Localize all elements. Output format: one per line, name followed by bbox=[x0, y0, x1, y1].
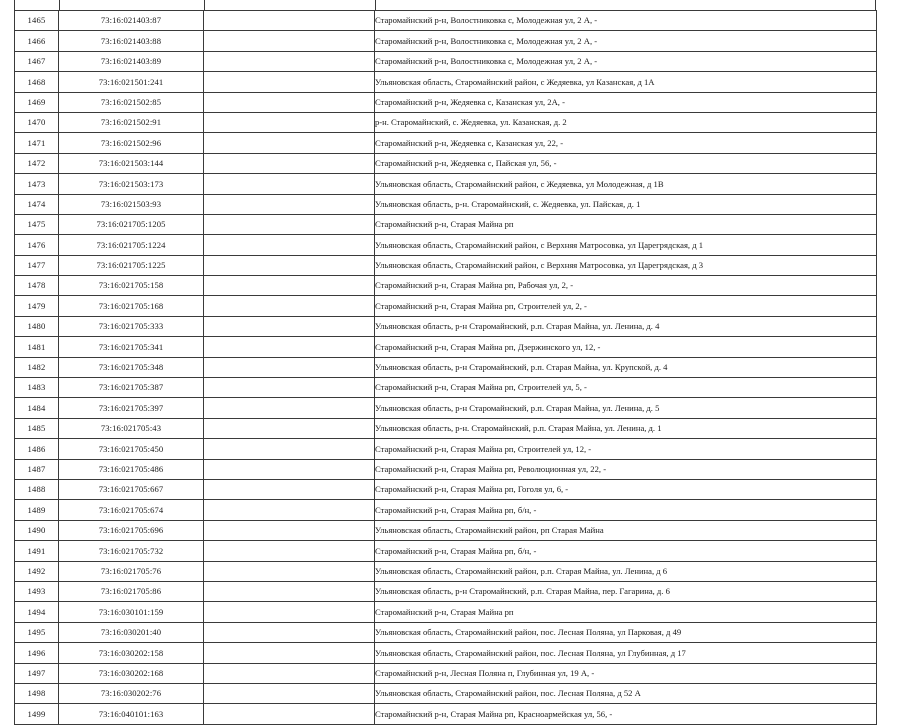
empty-cell bbox=[204, 296, 375, 316]
empty-cell bbox=[204, 541, 375, 561]
registry-table-body bbox=[15, 11, 877, 725]
table-row bbox=[15, 704, 877, 724]
empty-cell bbox=[204, 704, 375, 724]
table-row bbox=[15, 418, 877, 438]
table-row bbox=[15, 194, 877, 214]
row-number-cell: 1489 bbox=[15, 500, 59, 520]
row-number-cell: 1484 bbox=[15, 398, 59, 418]
cadastral-number-cell: 73:16:021705:86 bbox=[59, 581, 204, 601]
cadastral-number-cell: 73:16:040101:163 bbox=[59, 704, 204, 724]
address-cell: Старомайнский р-н, Старая Майна рп bbox=[375, 602, 877, 622]
empty-cell bbox=[204, 112, 375, 132]
empty-cell bbox=[204, 214, 375, 234]
empty-cell bbox=[204, 72, 375, 92]
table-row bbox=[15, 235, 877, 255]
row-number-cell: 1468 bbox=[15, 72, 59, 92]
row-number-cell: 1474 bbox=[15, 194, 59, 214]
address-cell: Старомайнский р-н, Старая Майна рп, Дзержинского ул, 12, - bbox=[375, 337, 877, 357]
document-page bbox=[14, 10, 876, 725]
row-number-cell: 1493 bbox=[15, 581, 59, 601]
cadastral-number-cell: 73:16:021503:93 bbox=[59, 194, 204, 214]
address-cell: Ульяновская область, Старомайнский район, с Жедяевка, ул Казанская, д 1А bbox=[375, 72, 877, 92]
address-cell: р-н. Старомайнский, с. Жедяевка, ул. Казанская, д. 2 bbox=[375, 112, 877, 132]
empty-cell bbox=[204, 500, 375, 520]
row-number-cell: 1477 bbox=[15, 255, 59, 275]
address-cell: Старомайнский р-н, Старая Майна рп, Гоголя ул, 6, - bbox=[375, 479, 877, 499]
column-divider bbox=[204, 0, 205, 10]
address-cell: Старомайнский р-н, Волостниковка с, Молодежная ул, 2 А, - bbox=[375, 11, 877, 31]
table-row bbox=[15, 500, 877, 520]
row-number-cell: 1480 bbox=[15, 316, 59, 336]
empty-cell bbox=[204, 439, 375, 459]
empty-cell bbox=[204, 11, 375, 31]
table-row bbox=[15, 112, 877, 132]
table-row bbox=[15, 316, 877, 336]
table-row bbox=[15, 31, 877, 51]
row-number-cell: 1486 bbox=[15, 439, 59, 459]
address-cell: Ульяновская область, Старомайнский район, пос. Лесная Поляна, ул Парковая, д 49 bbox=[375, 622, 877, 642]
cadastral-number-cell: 73:16:021705:168 bbox=[59, 296, 204, 316]
cadastral-number-cell: 73:16:021503:173 bbox=[59, 174, 204, 194]
empty-cell bbox=[204, 31, 375, 51]
address-cell: Старомайнский р-н, Жедяевка с, Казанская ул, 22, - bbox=[375, 133, 877, 153]
address-cell: Старомайнский р-н, Жедяевка с, Пайская ул, 56, - bbox=[375, 153, 877, 173]
cadastral-number-cell: 73:16:021705:1225 bbox=[59, 255, 204, 275]
row-number-cell: 1473 bbox=[15, 174, 59, 194]
address-cell: Ульяновская область, р-н Старомайнский, р.п. Старая Майна, пер. Гагарина, д. 6 bbox=[375, 581, 877, 601]
empty-cell bbox=[204, 683, 375, 703]
empty-cell bbox=[204, 337, 375, 357]
cadastral-number-cell: 73:16:021705:696 bbox=[59, 520, 204, 540]
address-cell: Старомайнский р-н, Старая Майна рп, Красноармейская ул, 56, - bbox=[375, 704, 877, 724]
row-number-cell: 1488 bbox=[15, 479, 59, 499]
address-cell: Ульяновская область, р-н Старомайнский, р.п. Старая Майна, ул. Крупской, д. 4 bbox=[375, 357, 877, 377]
table-row bbox=[15, 214, 877, 234]
cadastral-number-cell: 73:16:021705:450 bbox=[59, 439, 204, 459]
cadastral-number-cell: 73:16:021501:241 bbox=[59, 72, 204, 92]
empty-cell bbox=[204, 92, 375, 112]
cadastral-number-cell: 73:16:021705:1205 bbox=[59, 214, 204, 234]
row-number-cell: 1483 bbox=[15, 378, 59, 398]
cadastral-number-cell: 73:16:021403:87 bbox=[59, 11, 204, 31]
row-number-cell: 1481 bbox=[15, 337, 59, 357]
address-cell: Ульяновская область, р-н Старомайнский, р.п. Старая Майна, ул. Ленина, д. 4 bbox=[375, 316, 877, 336]
table-row bbox=[15, 133, 877, 153]
cadastral-number-cell: 73:16:021705:674 bbox=[59, 500, 204, 520]
empty-cell bbox=[204, 561, 375, 581]
cadastral-number-cell: 73:16:021705:667 bbox=[59, 479, 204, 499]
address-cell: Старомайнский р-н, Старая Майна рп, Строителей ул, 2, - bbox=[375, 296, 877, 316]
cadastral-number-cell: 73:16:021502:85 bbox=[59, 92, 204, 112]
address-cell: Старомайнский р-н, Волостниковка с, Молодежная ул, 2 А, - bbox=[375, 51, 877, 71]
address-cell: Старомайнский р-н, Старая Майна рп, Строителей ул, 12, - bbox=[375, 439, 877, 459]
address-cell: Старомайнский р-н, Старая Майна рп, Революционная ул, 22, - bbox=[375, 459, 877, 479]
empty-cell bbox=[204, 520, 375, 540]
row-number-cell: 1466 bbox=[15, 31, 59, 51]
empty-cell bbox=[204, 663, 375, 683]
cadastral-number-cell: 73:16:030202:76 bbox=[59, 683, 204, 703]
row-number-cell: 1496 bbox=[15, 643, 59, 663]
table-row bbox=[15, 174, 877, 194]
cadastral-number-cell: 73:16:021705:341 bbox=[59, 337, 204, 357]
address-cell: Ульяновская область, Старомайнский район, р.п. Старая Майна, ул. Ленина, д 6 bbox=[375, 561, 877, 581]
empty-cell bbox=[204, 255, 375, 275]
row-number-cell: 1465 bbox=[15, 11, 59, 31]
row-number-cell: 1485 bbox=[15, 418, 59, 438]
table-row bbox=[15, 72, 877, 92]
cadastral-number-cell: 73:16:021705:387 bbox=[59, 378, 204, 398]
table-row bbox=[15, 51, 877, 71]
cadastral-number-cell: 73:16:021502:96 bbox=[59, 133, 204, 153]
table-row bbox=[15, 459, 877, 479]
empty-cell bbox=[204, 378, 375, 398]
address-cell: Ульяновская область, Старомайнский район, с Верхняя Матросовка, ул Царегрядская, д 1 bbox=[375, 235, 877, 255]
address-cell: Ульяновская область, Старомайнский район, с Верхняя Матросовка, ул Царегрядская, д 3 bbox=[375, 255, 877, 275]
row-number-cell: 1479 bbox=[15, 296, 59, 316]
cadastral-number-cell: 73:16:021403:88 bbox=[59, 31, 204, 51]
row-number-cell: 1494 bbox=[15, 602, 59, 622]
table-row bbox=[15, 479, 877, 499]
table-row bbox=[15, 541, 877, 561]
empty-cell bbox=[204, 133, 375, 153]
empty-cell bbox=[204, 276, 375, 296]
cadastral-number-cell: 73:16:021503:144 bbox=[59, 153, 204, 173]
address-cell: Старомайнский р-н, Старая Майна рп, б/н, - bbox=[375, 541, 877, 561]
address-cell: Старомайнский р-н, Старая Майна рп bbox=[375, 214, 877, 234]
table-row bbox=[15, 378, 877, 398]
empty-cell bbox=[204, 602, 375, 622]
cadastral-number-cell: 73:16:021705:158 bbox=[59, 276, 204, 296]
cadastral-number-cell: 73:16:030202:158 bbox=[59, 643, 204, 663]
address-cell: Ульяновская область, Старомайнский район, рп Старая Майна bbox=[375, 520, 877, 540]
table-row bbox=[15, 398, 877, 418]
row-number-cell: 1476 bbox=[15, 235, 59, 255]
empty-cell bbox=[204, 643, 375, 663]
row-number-cell: 1495 bbox=[15, 622, 59, 642]
cadastral-number-cell: 73:16:030202:168 bbox=[59, 663, 204, 683]
table-row bbox=[15, 153, 877, 173]
row-number-cell: 1471 bbox=[15, 133, 59, 153]
table-row bbox=[15, 581, 877, 601]
row-number-cell: 1467 bbox=[15, 51, 59, 71]
table-row bbox=[15, 92, 877, 112]
table-row bbox=[15, 255, 877, 275]
cadastral-number-cell: 73:16:021705:333 bbox=[59, 316, 204, 336]
empty-cell bbox=[204, 51, 375, 71]
empty-cell bbox=[204, 459, 375, 479]
row-number-cell: 1478 bbox=[15, 276, 59, 296]
cadastral-number-cell: 73:16:030201:40 bbox=[59, 622, 204, 642]
cadastral-number-cell: 73:16:021705:1224 bbox=[59, 235, 204, 255]
row-number-cell: 1497 bbox=[15, 663, 59, 683]
empty-cell bbox=[204, 357, 375, 377]
cadastral-number-cell: 73:16:021705:397 bbox=[59, 398, 204, 418]
row-number-cell: 1472 bbox=[15, 153, 59, 173]
cadastral-number-cell: 73:16:021705:348 bbox=[59, 357, 204, 377]
address-cell: Ульяновская область, Старомайнский район, с Жедяевка, ул Молодежная, д 1В bbox=[375, 174, 877, 194]
address-cell: Ульяновская область, р-н Старомайнский, р.п. Старая Майна, ул. Ленина, д. 5 bbox=[375, 398, 877, 418]
address-cell: Старомайнский р-н, Жедяевка с, Казанская ул, 2А, - bbox=[375, 92, 877, 112]
empty-cell bbox=[204, 581, 375, 601]
address-cell: Старомайнский р-н, Лесная Поляна п, Глубинная ул, 19 А, - bbox=[375, 663, 877, 683]
address-cell: Ульяновская область, Старомайнский район, пос. Лесная Поляна, ул Глубинная, д 17 bbox=[375, 643, 877, 663]
table-row bbox=[15, 683, 877, 703]
table-row bbox=[15, 643, 877, 663]
empty-cell bbox=[204, 479, 375, 499]
row-number-cell: 1475 bbox=[15, 214, 59, 234]
address-cell: Ульяновская область, Старомайнский район, пос. Лесная Поляна, д 52 А bbox=[375, 683, 877, 703]
cadastral-number-cell: 73:16:021502:91 bbox=[59, 112, 204, 132]
table-row bbox=[15, 337, 877, 357]
address-cell: Ульяновская область, р-н. Старомайнский, р.п. Старая Майна, ул. Ленина, д. 1 bbox=[375, 418, 877, 438]
table-row bbox=[15, 357, 877, 377]
empty-cell bbox=[204, 418, 375, 438]
row-number-cell: 1490 bbox=[15, 520, 59, 540]
empty-cell bbox=[204, 194, 375, 214]
empty-cell bbox=[204, 316, 375, 336]
table-row bbox=[15, 11, 877, 31]
row-number-cell: 1469 bbox=[15, 92, 59, 112]
table-row bbox=[15, 520, 877, 540]
column-divider bbox=[59, 0, 60, 10]
empty-cell bbox=[204, 398, 375, 418]
row-number-cell: 1499 bbox=[15, 704, 59, 724]
address-cell: Старомайнский р-н, Старая Майна рп, Строителей ул, 5, - bbox=[375, 378, 877, 398]
table-row bbox=[15, 296, 877, 316]
address-cell: Старомайнский р-н, Старая Майна рп, Рабочая ул, 2, - bbox=[375, 276, 877, 296]
table-row bbox=[15, 663, 877, 683]
address-cell: Ульяновская область, р-н. Старомайнский, с. Жедяевка, ул. Пайская, д. 1 bbox=[375, 194, 877, 214]
cadastral-number-cell: 73:16:021403:89 bbox=[59, 51, 204, 71]
row-number-cell: 1482 bbox=[15, 357, 59, 377]
row-number-cell: 1491 bbox=[15, 541, 59, 561]
cadastral-number-cell: 73:16:021705:76 bbox=[59, 561, 204, 581]
row-number-cell: 1498 bbox=[15, 683, 59, 703]
column-divider bbox=[375, 0, 376, 10]
empty-cell bbox=[204, 153, 375, 173]
cadastral-number-cell: 73:16:021705:43 bbox=[59, 418, 204, 438]
table-row bbox=[15, 276, 877, 296]
cadastral-number-cell: 73:16:021705:732 bbox=[59, 541, 204, 561]
cadastral-number-cell: 73:16:030101:159 bbox=[59, 602, 204, 622]
empty-cell bbox=[204, 235, 375, 255]
row-number-cell: 1487 bbox=[15, 459, 59, 479]
table-row bbox=[15, 439, 877, 459]
property-registry-table bbox=[14, 10, 877, 725]
empty-cell bbox=[204, 174, 375, 194]
row-number-cell: 1470 bbox=[15, 112, 59, 132]
cadastral-number-cell: 73:16:021705:486 bbox=[59, 459, 204, 479]
table-row bbox=[15, 602, 877, 622]
row-number-cell: 1492 bbox=[15, 561, 59, 581]
table-top-edge bbox=[14, 0, 876, 10]
address-cell: Старомайнский р-н, Старая Майна рп, б/н, - bbox=[375, 500, 877, 520]
table-row bbox=[15, 561, 877, 581]
address-cell: Старомайнский р-н, Волостниковка с, Молодежная ул, 2 А, - bbox=[375, 31, 877, 51]
